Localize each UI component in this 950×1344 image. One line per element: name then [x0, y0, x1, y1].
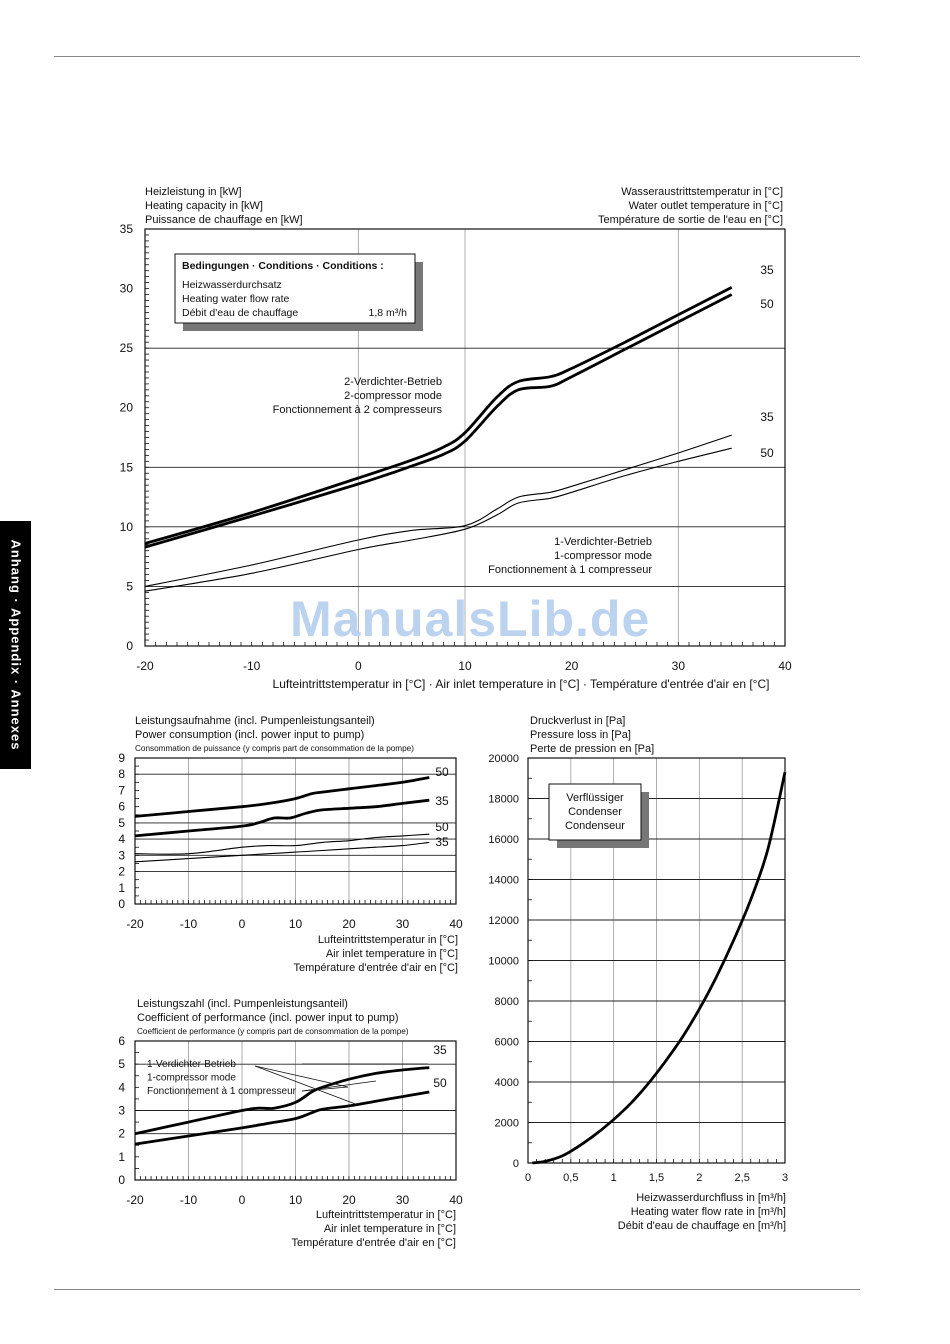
pressure-x-tick-label: 0,5 [563, 1172, 579, 1184]
cop-x-axis-label: Température d'entrée d'air en [°C] [291, 1237, 456, 1249]
cop-x-tick-label: 0 [238, 1193, 246, 1207]
power-y-tick-label: 4 [118, 832, 125, 847]
power-series-label: 35 [435, 835, 449, 849]
power-y-tick-label: 5 [118, 815, 125, 830]
heating-series-label: 50 [760, 446, 774, 460]
cop-y-tick-label: 4 [118, 1080, 125, 1095]
pressure-y-tick-label: 10000 [488, 955, 519, 968]
cop-y-axis-label: Coefficient de performance (y compris part de consommation de la pompe) [137, 1027, 409, 1036]
power-x-tick-label: 30 [395, 917, 410, 931]
heating-series-label: 35 [760, 263, 774, 277]
power-x-tick-label: 20 [342, 917, 356, 931]
power-y-axis-label: Consommation de puissance (y compris part de consommation de la pompe) [135, 744, 414, 753]
heating-x-tick-label: 30 [671, 659, 686, 673]
heating-x-tick-label: 40 [778, 659, 792, 673]
heating-y-tick-label: 20 [119, 400, 133, 415]
legend-label: Condenser [568, 806, 622, 818]
power-y-tick-label: 8 [118, 767, 125, 782]
heating-y-tick-label: 35 [119, 222, 133, 236]
heating-series-label: 50 [760, 297, 774, 311]
legend-label: Condenseur [565, 820, 625, 832]
pressure-y-axis-label: Pressure loss in [Pa] [530, 729, 631, 741]
heating-y-axis-label: Heizleistung in [kW] [145, 186, 242, 198]
conditions-line: Débit d'eau de chauffage [182, 307, 299, 319]
power-y-tick-label: 1 [118, 880, 125, 895]
heating-y-tick-label: 30 [119, 281, 133, 296]
cop-chart [118, 998, 463, 1249]
heating-x-tick-label: -10 [242, 659, 261, 673]
power-x-tick-label: -20 [126, 917, 144, 931]
cop-y-tick-label: 3 [118, 1103, 125, 1118]
power-x-tick-label: 10 [288, 917, 303, 931]
power-y-tick-label: 3 [118, 848, 125, 863]
power-chart [118, 715, 463, 974]
pressure-y-tick-label: 6000 [494, 1036, 519, 1049]
pressure-x-axis-label: Heizwasserdurchfluss in [m³/h] [636, 1192, 786, 1204]
pressure-x-tick-label: 2 [696, 1172, 703, 1184]
power-x-axis-label: Lufteintrittstemperatur in [°C] [317, 934, 458, 946]
pressure-x-axis-label: Débit d'eau de chauffage en [m³/h] [617, 1220, 786, 1232]
power-x-axis-label: Air inlet temperature in [°C] [325, 948, 458, 960]
power-series-line [135, 800, 429, 836]
conditions-line: Heizwasserdurchsatz [182, 279, 282, 291]
heating-mode2-label: 2-compressor mode [344, 390, 442, 402]
cop-y-axis-label: Leistungszahl (incl. Pumpenleistungsanteil) [137, 998, 348, 1010]
pressure-x-tick-label: 0 [524, 1172, 532, 1184]
power-y-tick-label: 7 [118, 783, 125, 798]
conditions-title: Bedingungen · Conditions · Conditions : [182, 260, 384, 272]
pressure-y-tick-label: 12000 [488, 915, 519, 927]
cop-mode1-label: 1-Verdichter-Betrieb [147, 1059, 236, 1070]
heating-y-tick-label: 10 [119, 519, 133, 534]
heating-mode1-label: 1-Verdichter-Betrieb [554, 536, 652, 548]
pressure-y-tick-label: 14000 [488, 874, 519, 887]
pressure-x-tick-label: 1,5 [648, 1172, 665, 1184]
cop-x-tick-label: -10 [179, 1193, 198, 1207]
pressure-y-tick-label: 16000 [488, 834, 519, 846]
cop-mode1-label: 1-compressor mode [147, 1072, 236, 1084]
cop-y-tick-label: 2 [118, 1126, 125, 1141]
pressure-y-tick-label: 8000 [494, 996, 519, 1008]
heating-x-tick-label: 10 [458, 659, 472, 673]
power-y-tick-label: 2 [118, 864, 125, 879]
cop-y-tick-label: 5 [118, 1057, 125, 1072]
cop-series-line [135, 1092, 429, 1144]
cop-x-axis-label: Lufteintrittstemperatur in [°C] [315, 1209, 456, 1221]
heating-y-tick-label: 15 [119, 460, 133, 475]
cop-mode1-label: Fonctionnement à 1 compresseur [147, 1086, 296, 1097]
side-tab-label: Anhang · Appendix · Annexes [8, 539, 23, 751]
power-series-line [135, 834, 429, 854]
power-y-axis-label: Leistungsaufnahme (incl. Pumpenleistungsanteil) [135, 715, 375, 727]
heating-mode1-label: Fonctionnement à 1 compresseur [488, 564, 652, 576]
pressure-x-tick-label: 1 [610, 1172, 617, 1184]
heating-mode2-label: 2-Verdichter-Betrieb [344, 376, 442, 388]
heating-x-tick-label: 0 [354, 659, 362, 673]
heating-series-label: 35 [760, 410, 774, 424]
pressure-x-axis-label: Heating water flow rate in [m³/h] [630, 1206, 786, 1218]
power-x-tick-label: -10 [179, 917, 198, 931]
power-series-line [135, 778, 429, 817]
conditions-value: 1,8 m³/h [368, 307, 407, 319]
heating-legend-title: Température de sortie de l'eau en [°C] [597, 214, 783, 226]
power-y-tick-label: 9 [118, 751, 125, 765]
power-x-tick-label: 40 [449, 917, 463, 931]
pressure-y-axis-label: Perte de pression en [Pa] [530, 743, 655, 755]
pressure-y-tick-label: 20000 [488, 753, 519, 765]
heating-y-tick-label: 0 [126, 639, 133, 653]
heating-x-axis-label: Lufteintrittstemperatur in [°C] · Air inlet temperature in [°C] · Température d'entrée d'air en [°C] [272, 677, 770, 691]
cop-x-tick-label: 10 [288, 1193, 303, 1207]
heating-legend-title: Wasseraustrittstemperatur in [°C] [621, 186, 783, 198]
cop-x-tick-label: 40 [449, 1193, 463, 1207]
heating-x-tick-label: 20 [564, 659, 579, 673]
pressure-y-tick-label: 18000 [488, 793, 519, 806]
heating-mode1-label: 1-compressor mode [554, 550, 652, 562]
heating-y-tick-label: 5 [126, 579, 133, 594]
power-y-tick-label: 6 [118, 799, 125, 814]
pressure-x-tick-label: 3 [781, 1172, 789, 1184]
pressure-y-tick-label: 0 [512, 1158, 519, 1170]
power-y-axis-label: Power consumption (incl. power input to pump) [135, 729, 365, 741]
heating-y-axis-label: Puissance de chauffage en [kW] [145, 214, 303, 226]
conditions-line: Heating water flow rate [182, 293, 290, 305]
power-series-label: 35 [435, 794, 449, 808]
cop-y-tick-label: 6 [118, 1034, 125, 1048]
cop-x-tick-label: 30 [395, 1193, 410, 1207]
power-x-axis-label: Température d'entrée d'air en [°C] [293, 962, 458, 974]
pressure-chart [488, 715, 788, 1232]
power-y-tick-label: 0 [118, 897, 125, 911]
power-series-label: 50 [435, 820, 449, 834]
power-series-label: 50 [435, 765, 449, 779]
cop-y-tick-label: 1 [118, 1149, 125, 1164]
pressure-y-tick-label: 4000 [494, 1077, 519, 1089]
heating-mode2-label: Fonctionnement à 2 compresseurs [272, 404, 442, 416]
pressure-y-axis-label: Druckverlust in [Pa] [530, 715, 626, 727]
power-x-tick-label: 0 [238, 917, 246, 931]
cop-y-tick-label: 0 [118, 1173, 125, 1187]
cop-series-label: 35 [433, 1043, 447, 1057]
cop-series-label: 50 [433, 1076, 447, 1090]
heating-y-tick-label: 25 [119, 341, 133, 356]
legend-label: Verflüssiger [566, 792, 624, 804]
heating-y-axis-label: Heating capacity in [kW] [145, 200, 263, 212]
cop-y-axis-label: Coefficient of performance (incl. power input to pump) [137, 1012, 399, 1024]
cop-x-tick-label: -20 [126, 1193, 144, 1207]
pressure-x-tick-label: 2,5 [734, 1172, 750, 1184]
cop-x-axis-label: Air inlet temperature in [°C] [323, 1223, 456, 1235]
cop-x-tick-label: 20 [342, 1193, 356, 1207]
heating-x-tick-label: -20 [136, 659, 154, 673]
pressure-y-tick-label: 2000 [494, 1117, 519, 1130]
heating-legend-title: Water outlet temperature in [°C] [628, 200, 783, 212]
watermark: ManualsLib.de [290, 591, 651, 647]
